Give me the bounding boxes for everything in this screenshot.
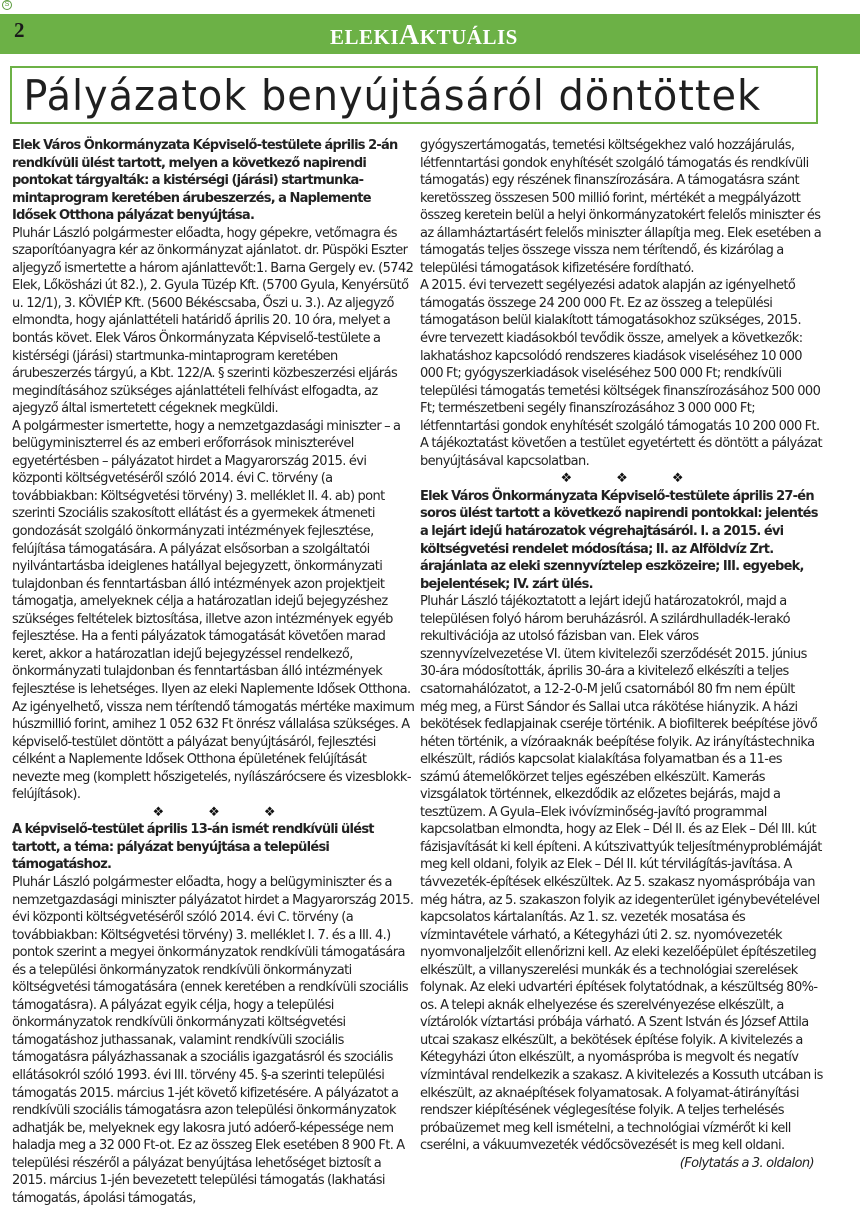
divider-ornament-icon: ❖: [208, 804, 220, 820]
section-lead: Elek Város Önkormányzata Képviselő-testülete április 27-én soros ülést tartott a következő napirendi pontokkal: jelentés a lejárt idejű határozatok végrehajtásáról. I. a 2015. évi költségvetési rendelet módosítása; II. az Alföldvíz Zrt. árajánlata az eleki szennyvíztelep eszközeire; III. egyebek, bejelentések; IV. zárt ülés.: [420, 488, 818, 592]
corner-mark: S: [2, 0, 12, 10]
body-paragraph: Pluhár László tájékoztatott a lejárt idejű határozatokról, majd a településen folyó három beruházásról. A szilárdhulladék-lerakó rekultivációja az utolsó fázisban van. Elek város szennyvízelvezetése VI. ütem kivitelezői szerződését 2015. június 30-ára módosították, április 30-ára a kivitelező elkészíti a teljes csatornahálózatot, a 12-2-0-M jelű csatornából 80 fm nem épült még meg, a Fürst Sándor és Sallai utca rákötése hiányzik. A házi bekötések fedlapjainak cseréje történik. A biofilterek beépítése jövő héten történik, a vízóraaknák beépítése folyik. Az irányítástechnika elkészült, rádiós kapcsolat kialakítása folyamatban és a 11-es számú átemelőkörzet teljes egészében elkészült. Kamerás vizsgálatok történnek, elkezdődik az előzetes bejárás, majd a tesztüzem. A Gyula–Elek ivóvízminőség-javító programmal kapcsolatban elmondta, hogy az Elek – Dél II. és az Elek – Dél III. kút fázisjavítását ki kell építeni. A kútszivattyúk teljesítményproblémáját meg kell oldani, folyik az Elek – Dél II. kút térvilágítás-javítása. A távvezeték-építések elkészültek. Az 5. szakasz nyomáspróbája van még hátra, az 5. szakaszon folyik az idegenterület igénybevételével kapcsolatos kártalanítás. Az 1. sz. vezeték mosatása és vízmintavétele várható, a Kétegyházi úti 2. sz. nyomóvezeték nyomvonaljelzőit ellenőrizni kell. Az eleki kezelőépület építészetileg elkészült, a villanyszerelési munkák és a technológiai szerelések folynak. Az eleki udvartéri építések folytatódnak, a készültség 80%-os. A telepi aknák elhelyezése és szerelvényezése elkészült, a víztárolók víztartási próbája várható. A Szent István és József Attila utcai szakasz elkészült, a bekötések építése folyik. A kivitelezés a Kétegyházi úton elkészült, a nyomáspróba is megvolt és negatív vízmintával rendelkezik a szakasz. A kivitelezés a Kossuth utcában is elkészült, az aknaépítések folyamatosak. A folyamat-átirányítási rendszer kiépítésének véglegesítése folyik. A teljes terhelésés próbaüzemet meg kell ismételni, a technológiai vízmérőt ki kell cserélni, a vákuumvezeték védőcsövezését is meg kell oldani.: [420, 594, 823, 1154]
section-lead: Elek Város Önkormányzata Képviselő-testülete április 2-án rendkívüli ülést tartott, melyen a következő napirendi pontokat tárgyalták: a kistérségi (járási) startmunka-mintaprogram keretében árubeszerzés, a Naplemente Idősek Otthona pályázat benyújtása.: [12, 138, 398, 224]
divider-ornament-icon: ❖: [671, 471, 684, 487]
masthead-bar: [0, 14, 860, 54]
right-column: [420, 137, 824, 1172]
body-paragraph: Pluhár László polgármester előadta, hogy a belügyminiszter és a nemzetgazdasági miniszter pályázatot hirdet a Magyarország 2015. évi központi költségvetéséről szóló 2014. évi C. törvény (a továbbiakban: Költségvetési törvény) 3. melléklet I. 7. és a III. 4.) pontok szerint a megyei önkormányzatok rendkívüli támogatására és a települési önkormányzatok rendkívüli önkormányzati költségvetési támogatására (ennek keretében a rendkívüli szociális támogatásra). A pályázat egyik célja, hogy a települési önkormányzatok rendkívüli önkormányzati költségvetési támogatáshoz juthassanak, valamint rendkívüli szociális támogatásra pályázhassanak a szociális igazgatásról és szociális ellátásokról szóló 1993. évi III. törvény 45. §-a szerinti települési támogatás 2015. március 1-jét követő kifizetésére. A pályázatot a rendkívüli szociális támogatásra azon települési önkormányzatok adhatják be, melyeknek egy lakosra jutó adóerő-képessége nem haladja meg a 32 000 Ft-ot. Ez az összeg Elek esetében 8 900 Ft. A települési részéről a pályázat benyújtása lehetőséget biztosít a 2015. március 1-jén bevezetett települési támogatás (lakhatási támogatás, ápolási támogatás,: [12, 874, 414, 1206]
left-column: [12, 137, 416, 1207]
section-divider: [420, 470, 824, 488]
body-paragraph: Pluhár László polgármester előadta, hogy gépekre, vetőmagra és szaporítóanyagra kér az önkormányzat ajánlatot. dr. Püspöki Eszter aljegyző ismertette a három ajánlattevőt:1. Barna Gergely ev. (5742 Elek, Lőkösházi út 82.), 2. Gyula Tüzép Kft. (5700 Gyula, Kenyérsütő u. 12/1), 3. KÖVIÉP Kft. (5600 Békéscsaba, Őszi u. 3.). Az aljegyző elmondta, hogy ajánlattételi határidő április 20. 10 óra, melyet a bontás követ. Elek Város Önkormányzata Képviselő-testülete a kistérségi (járási) startmunka-mintaprogram keretében árubeszerzés tárgyú, a Kbt. 122/A. § szerinti közbeszerzési eljárás megindításához szükséges ajánlattételi felhívást elfogadta, az ajegyző által ismertetett cégeknek megküldi.: [12, 225, 414, 417]
body-paragraph: gyógyszertámogatás, temetési költségekhez való hozzájárulás, létfenntartási gondok enyhítését szolgáló támogatás és rendkívüli támogatás) egy részének finanszírozására. A támogatásra szánt keretösszeg összesen 500 millió forint, mértékét a megpályázott összeg keretein belül a helyi önkormányzatokért felelős miniszter és az államháztartásért felelős miniszter állapítja meg. Elek esetében a támogatás teljes összege vissza nem térítendő, és kizárólag a települési támogatások kifizetésére fordítható.: [420, 138, 822, 276]
section-divider: [12, 804, 416, 822]
divider-ornament-icon: ❖: [263, 804, 276, 820]
divider-ornament-icon: ❖: [616, 471, 628, 487]
article-title: Pályázatok benyújtásáról döntöttek: [23, 71, 762, 120]
masthead-part1: ELEKI: [330, 25, 400, 49]
headline-box: [10, 66, 818, 124]
divider-ornament-icon: ❖: [152, 804, 165, 820]
divider-ornament-icon: ❖: [560, 471, 573, 487]
masthead-title: [330, 20, 518, 52]
masthead-big-letter: A: [399, 20, 420, 51]
page-number: 2: [14, 18, 25, 42]
body-paragraph: A polgármester ismertette, hogy a nemzetgazdasági miniszter – a belügyminiszterrel és az emberi erőforrások miniszterével egyetértésben – pályázatot hirdet a Magyarország 2015. évi központi költségvetéséről szóló 2014. évi C. törvény (a továbbiakban: Költségvetési törvény) 3. melléklet II. 4. ab) pont szerinti Szociális szakosított ellátást és a gyermekek átmeneti gondozását szolgáló önkormányzati intézmények fejlesztése, felújítása támogatására. A pályázat elsősorban a szolgáltatói nyilvántartásba ideiglenes hatállyal bejegyzett, önkormányzati tulajdonban és fenntartásban álló intézmények azon projektjeit támogatja, amelyeknek célja a határozatlan idejű bejegyzéshez szükséges feltételek biztosítása, illetve azon intézmények egyéb fejlesztése. Ha a fenti pályázatok támogatását követően marad keret, akkor a határozatlan idejű bejegyzéssel rendelkező, önkormányzati tulajdonban és fenntartásban álló intézmények fejlesztése is lehetséges. Ilyen az eleki Naplemente Idősek Otthona. Az igényelhető, vissza nem térítendő támogatás mértéke maximum húszmillió forint, amihez 1 052 632 Ft önrész vállalása szükséges. A képviselő-testület döntött a pályázat benyújtásáról, fejlesztési célként a Naplemente Idősek Otthona épületének felújítását nevezte meg (komplett hőszigetelés, nyílászárócsere és vizesblokk-felújítások).: [12, 418, 415, 803]
masthead-part2: KTUÁLIS: [419, 25, 518, 49]
continuation-note: (Folytatás a 3. oldalon): [679, 1155, 814, 1171]
section-lead: A képviselő-testület április 13-án ismét rendkívüli ülést tartott, a téma: pályázat benyújtása a települési támogatáshoz.: [12, 822, 374, 873]
body-paragraph: A 2015. évi tervezett segélyezési adatok alapján az igényelhető támogatás összege 24 200 000 Ft. Ez az összeg a települési támogatáson belül kialakított támogatásokhoz szükséges, 2015. évre tervezett kiadásokból tevődik össze, amelyek a következők: lakhatáshoz kapcsolódó rendszeres kiadások viseléséhez 10 000 000 Ft; gyógyszerkiadások viseléséhez 500 000 Ft; rendkívüli települési támogatás temetési költségek finanszírozásához 500 000 Ft; természetbeni segély finanszírozásához 3 000 000 Ft; létfenntartási gondok enyhítését szolgáló támogatás 10 200 000 Ft. A tájékoztatást követően a testület egyetértett és döntött a pályázat benyújtásával kapcsolatban.: [420, 278, 823, 469]
